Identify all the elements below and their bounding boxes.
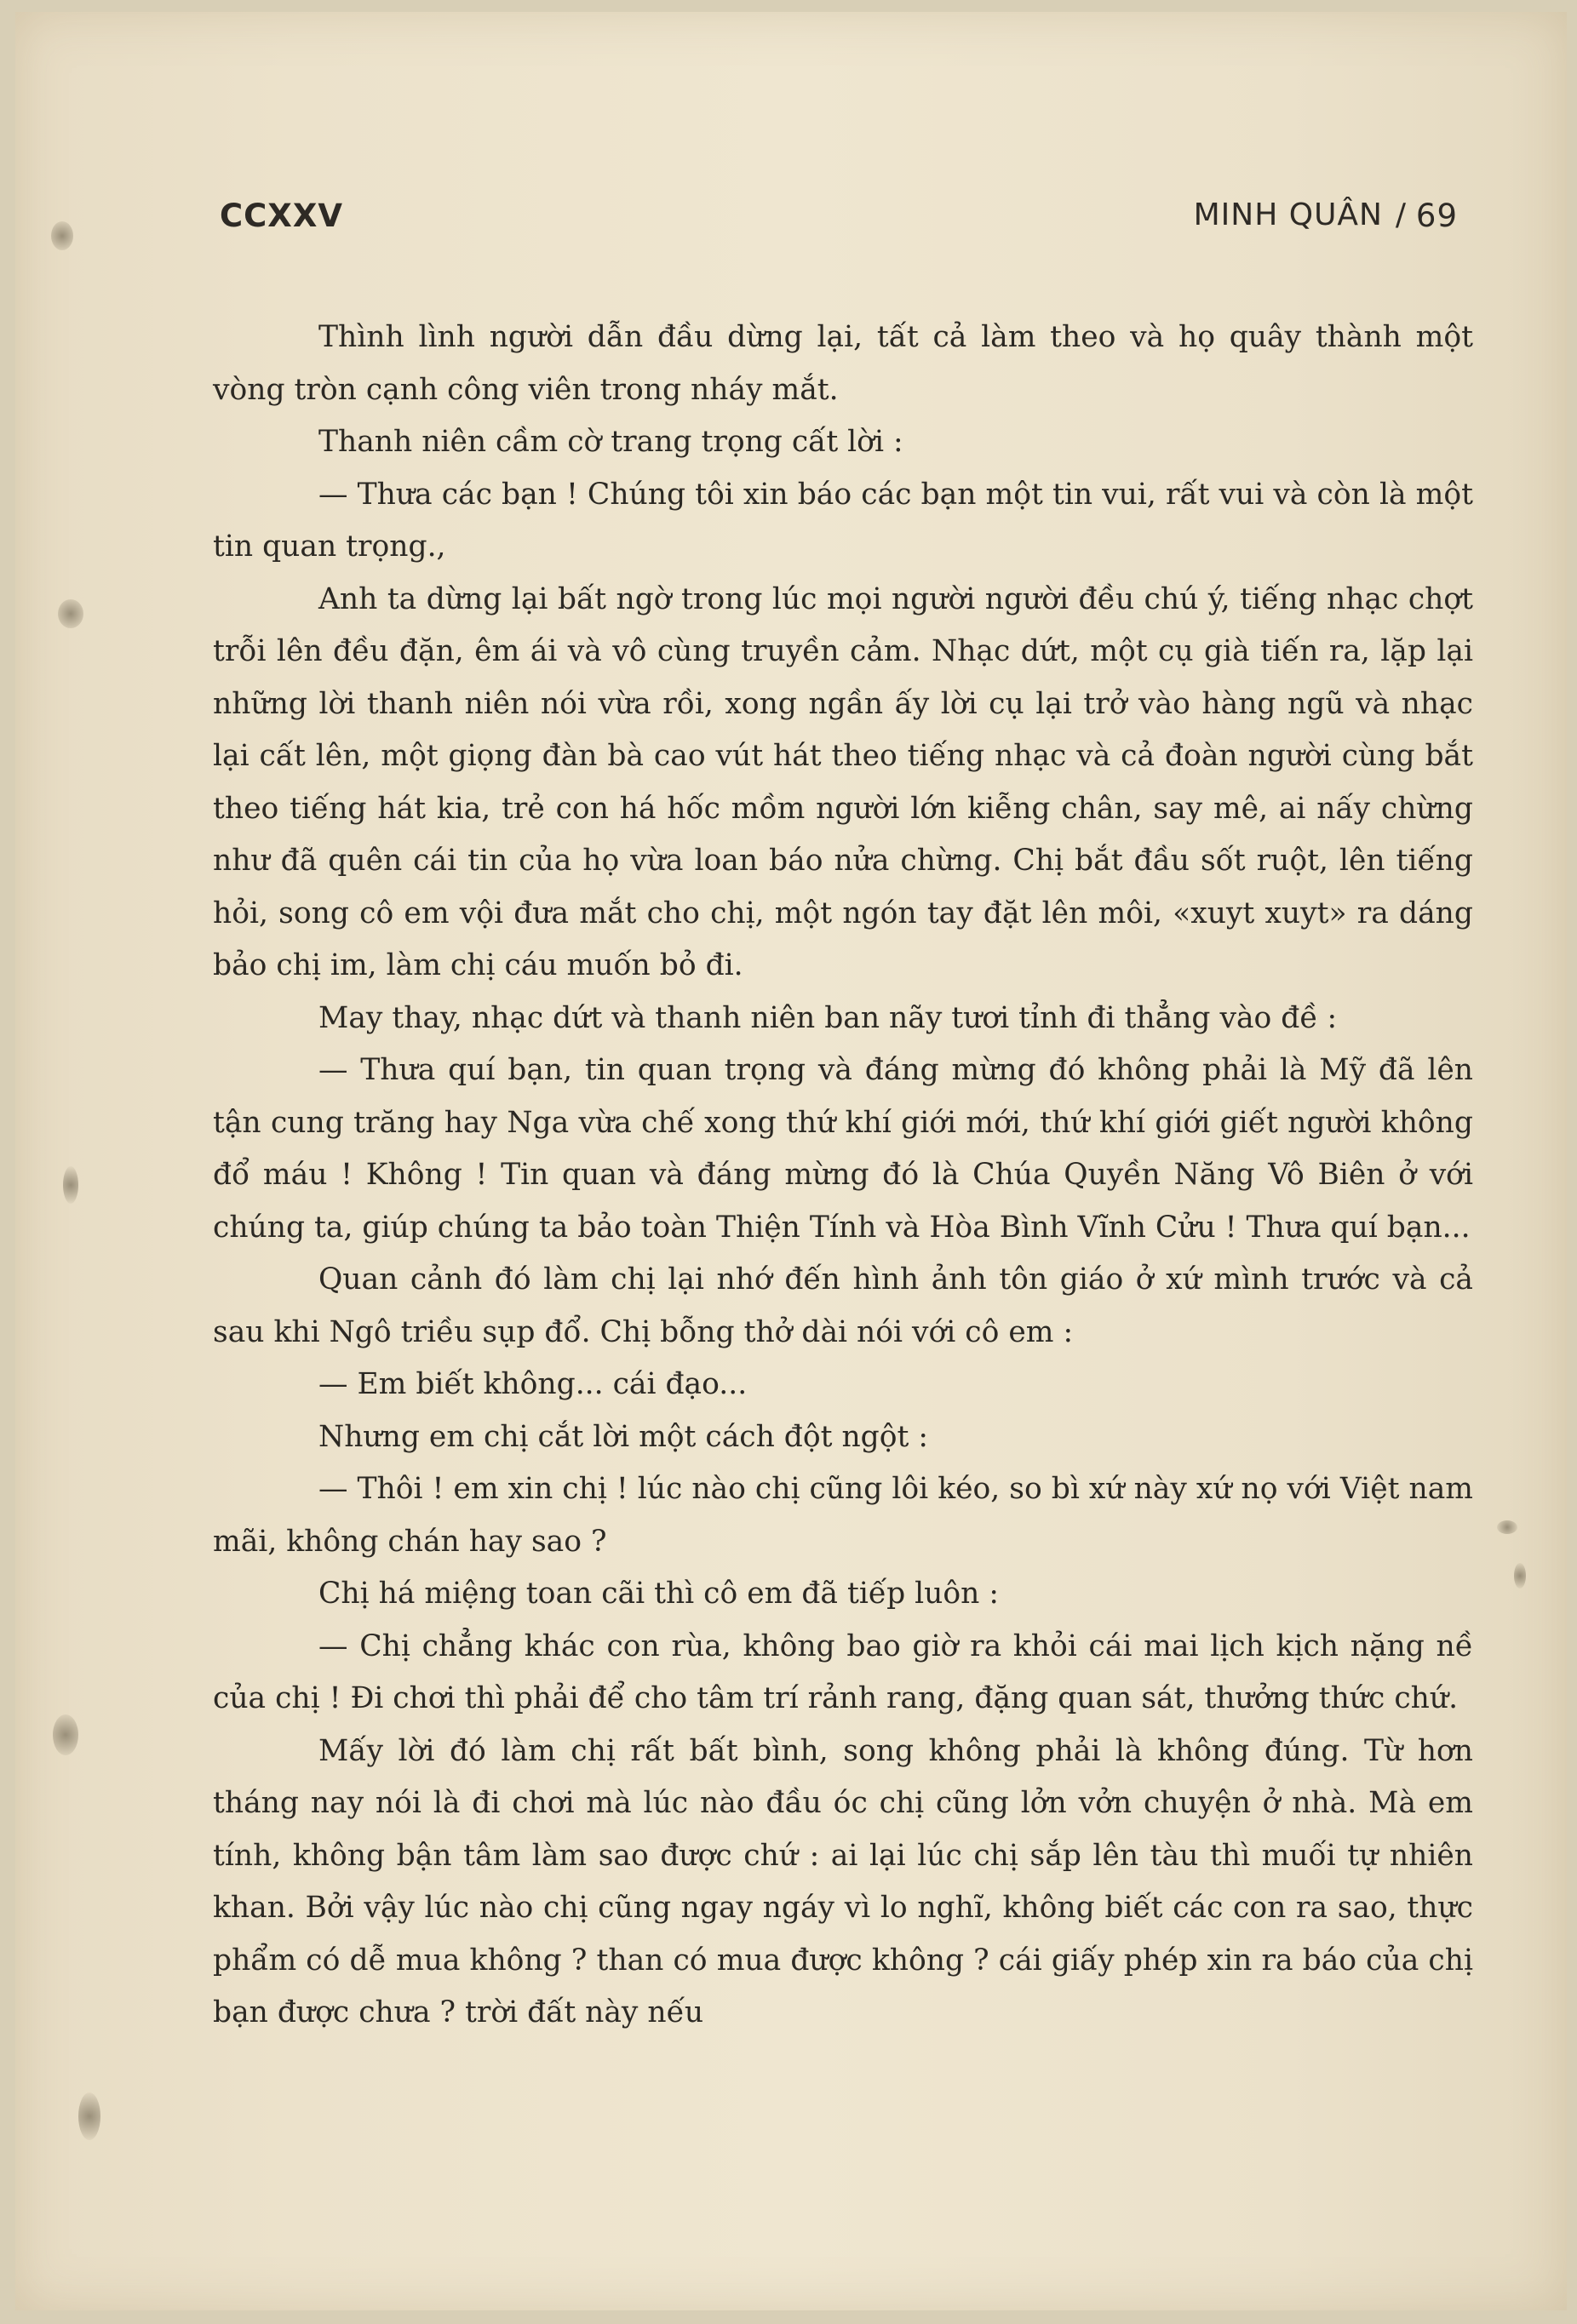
dialogue-paragraph: — Em biết không... cái đạo... [318,1367,748,1401]
dialogue-paragraph: — Chị chẳng khác con rùa, không bao giờ ra khỏi cái mai lịch kịch nặng nề của chị ! Đi chơi thì phải để cho tâm trí rảnh rang, đặng quan sát, thưởng thức chứ. [213,1629,1473,1715]
chapter-number: CCXXV [220,197,343,234]
page-blemish [53,1714,78,1755]
page-number: 69 [1415,197,1458,234]
paragraph: Anh ta dừng lại bất ngờ trong lúc mọi người người đều chú ý, tiếng nhạc chợt trỗi lên đều đặn, êm ái và vô cùng truyền cảm. Nhạc dứt, một cụ già tiến ra, lặp lại những lời thanh niên nói vừa rồi, xong ngần ấy lời cụ lại trở vào hàng ngũ và nhạc lại cất lên, một giọng đàn bà cao vút hát theo tiếng nhạc và cả đoàn người cùng bắt theo tiếng hát kia, trẻ con há hốc mồm người lớn kiễng chân, say mê, ai nấy chừng như đã quên cái tin của họ vừa loan báo nửa chừng. Chị bắt đầu sốt ruột, lên tiếng hỏi, song cô em vội đưa mắt cho chị, một ngón tay đặt lên môi, «xuyt xuyt» ra dáng bảo chị im, làm chị cáu muốn bỏ đi. [213,581,1473,982]
paragraph: May thay, nhạc dứt và thanh niên ban nãy tươi tỉnh đi thẳng vào đề : [318,1000,1338,1035]
paragraph: Nhưng em chị cắt lời một cách đột ngột : [318,1419,928,1454]
paragraph: Chị há miệng toan cãi thì cô em đã tiếp luôn : [318,1577,999,1611]
paragraph: Thình lình người dẫn đầu dừng lại, tất cả làm theo và họ quây thành một vòng tròn cạnh công viên trong nháy mắt. [213,320,1473,407]
book-page [15,12,1567,2310]
page-blemish [78,2092,100,2140]
running-title: MINH QUÂN [1193,197,1383,232]
dialogue-paragraph: — Thôi ! em xin chị ! lúc nào chị cũng lôi kéo, so bì xứ này xứ nọ với Việt nam mãi, không chán hay sao ? [213,1472,1473,1559]
dialogue-paragraph: — Thưa các bạn ! Chúng tôi xin báo các bạn một tin vui, rất vui và còn là một tin quan trọng., [213,477,1473,564]
dialogue-paragraph: — Thưa quí bạn, tin quan trọng và đáng mừng đó không phải là Mỹ đã lên tận cung trăng hay Nga vừa chế xong thứ khí giới mới, thứ khí giới giết người không đổ máu ! Không ! Tin quan và đáng mừng đó là Chúa Quyền Năng Vô Biên ở với chúng ta, giúp chúng ta bảo toàn Thiện Tính và Hòa Bình Vĩnh Cửu ! Thưa quí bạn... [213,1053,1473,1245]
paragraph: Quan cảnh đó làm chị lại nhớ đến hình ảnh tôn giáo ở xứ mình trước và cả sau khi Ngô triều sụp đổ. Chị bỗng thở dài nói với cô em : [213,1262,1473,1349]
running-header [220,197,1458,249]
page-blemish [58,599,83,628]
body-text [213,312,1473,2040]
paragraph: Mấy lời đó làm chị rất bất bình, song không phải là không đúng. Từ hơn tháng nay nói là đi chơi mà lúc nào đầu óc chị cũng lởn vởn chuyện ở nhà. Mà em tính, không bận tâm làm sao được chứ : ai lại lúc chị sắp lên tàu thì muối tự nhiên khan. Bởi vậy lúc nào chị cũng ngay ngáy vì lo nghĩ, không biết các con ra sao, thực phẩm có dễ mua không ? than có mua được không ? cái giấy phép xin ra báo của chị bạn được chưa ? trời đất này nếu [213,1733,1473,2029]
page-blemish [1514,1563,1526,1588]
page-blemish [1497,1520,1517,1534]
paragraph: Thanh niên cầm cờ trang trọng cất lời : [318,425,903,459]
header-separator: / [1395,197,1407,232]
page-blemish [51,221,73,250]
page-blemish [63,1166,78,1204]
